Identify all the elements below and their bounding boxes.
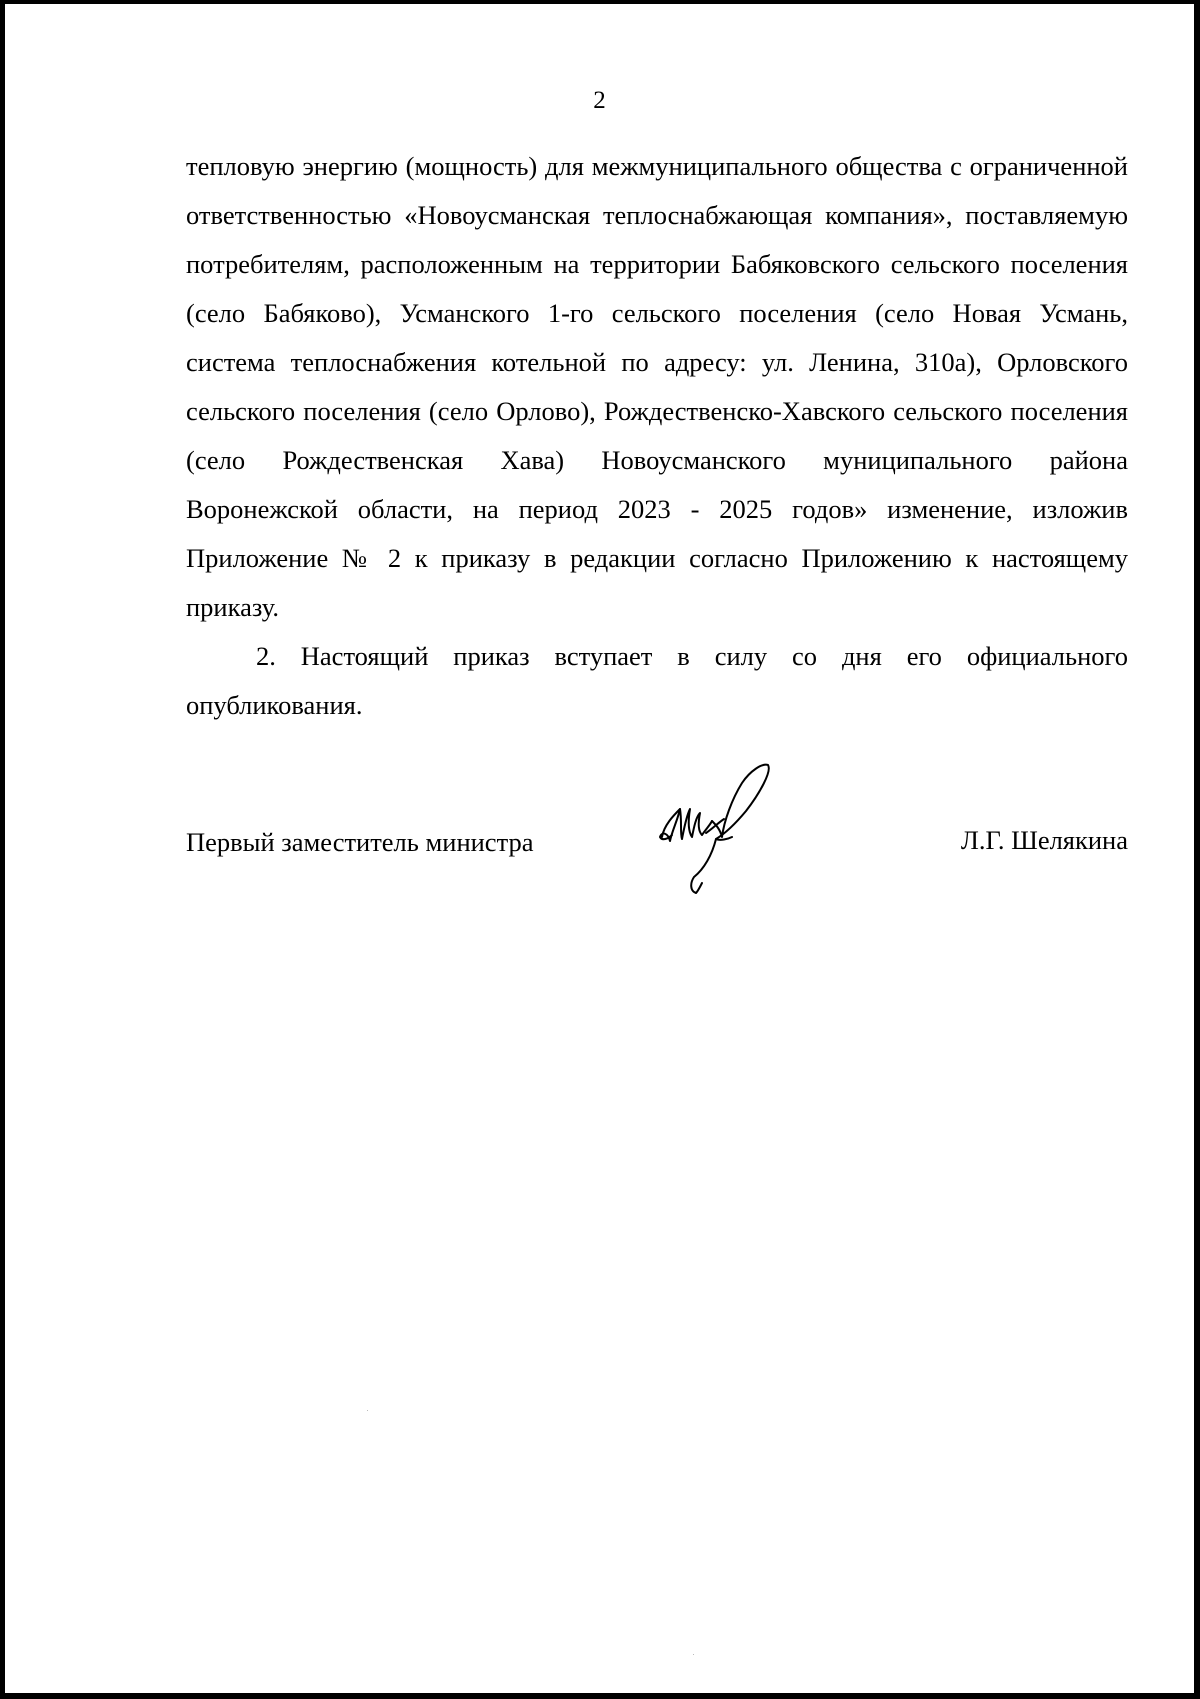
scan-speck	[693, 1654, 694, 1655]
document-page	[5, 4, 1194, 1693]
scan-speck	[367, 1410, 368, 1411]
signatory-name: Л.Г. Шелякина	[960, 825, 1128, 855]
document-body	[186, 142, 1128, 730]
paragraph-continuation: тепловую энергию (мощность) для межмуниципального общества с ограниченной ответственностью «Новоусманская теплоснабжающая компания», поставляемую потребителям, расположенным на территории Бабяковского сельского поселения (село Бабяково), Усманского 1-го сельского поселения (село Новая Усмань, система теплоснабжения котельной по адресу: ул. Ленина, 310а), Орловского сельского поселения (село Орлово), Рождественско-Хавского сельского поселения (село Рождественская Хава) Новоусманского муниципального района Воронежской области, на период 2023 - 2025 годов» изменение, изложив Приложение № 2 к приказу в редакции согласно Приложению к настоящему приказу.	[186, 151, 1128, 622]
signatory-title: Первый заместитель министра	[186, 827, 534, 857]
paragraph-effective-date: 2. Настоящий приказ вступает в силу со дня его официального опубликования.	[186, 641, 1128, 720]
handwritten-signature	[650, 759, 800, 909]
page-number: 2	[593, 87, 606, 114]
